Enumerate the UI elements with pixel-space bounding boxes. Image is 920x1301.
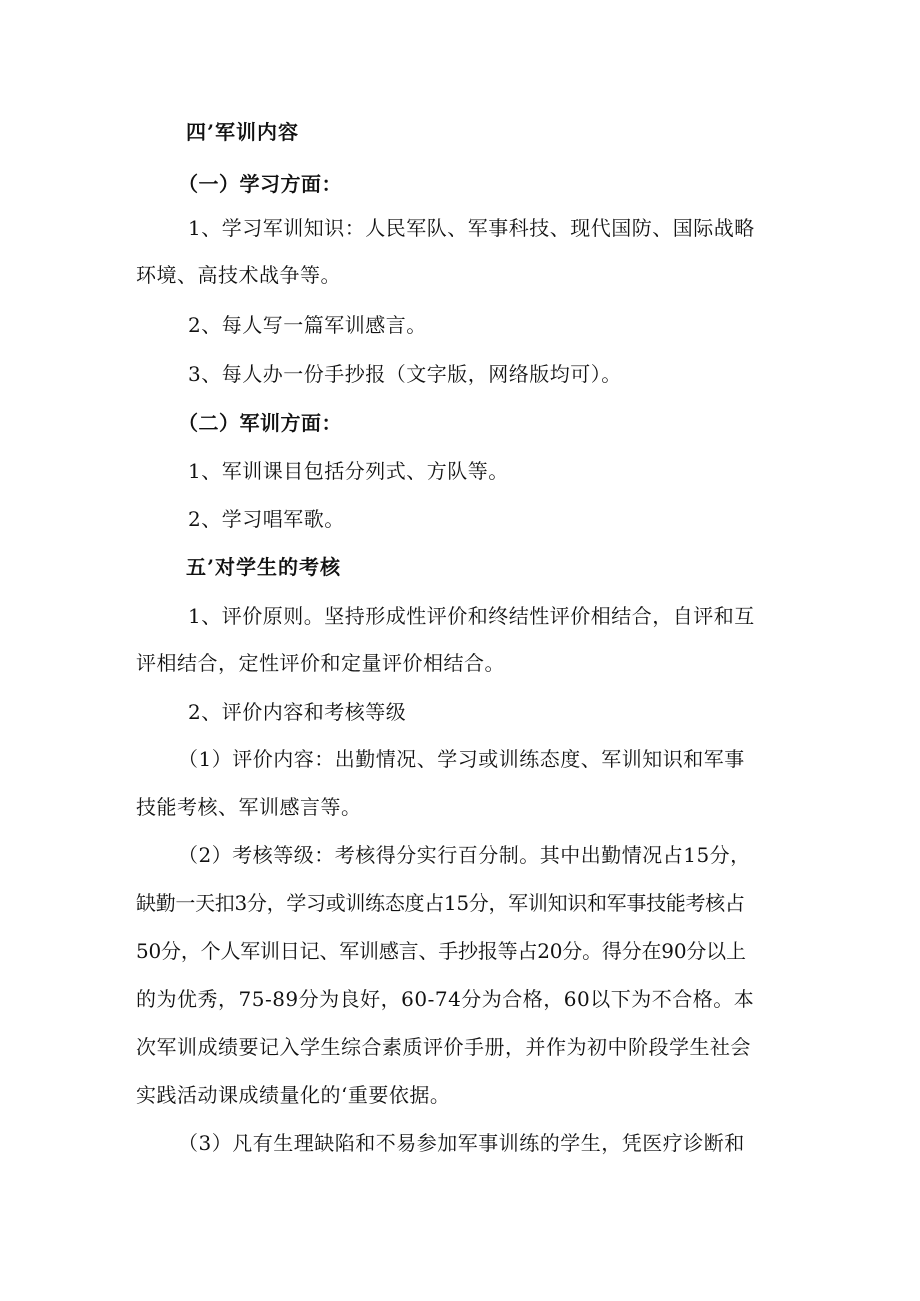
study-heading: （一）学习方面： [178, 172, 342, 196]
grade-line2: 缺勤一天扣3分，学习或训练态度占15分，军训知识和军事技能考核占 [136, 891, 745, 915]
content-grade-heading: 2、评价内容和考核等级 [188, 700, 407, 724]
study-item1-line2: 环境、高技术战争等。 [136, 263, 341, 287]
study-item3: 3、每人办一份手抄报（文字版，网络版均可）。 [188, 362, 622, 386]
exempt-line1: （3）凡有生理缺陷和不易参加军事训练的学生，凭医疗诊断和 [178, 1131, 745, 1155]
section5-title: 五’对学生的考核 [186, 555, 341, 579]
grade-line3: 50分，个人军训日记、军训感言、手抄报等占20分。得分在90分以上 [136, 939, 746, 963]
grade-line4: 的为优秀，75-89分为良好，60-74分为合格，60以下为不合格。本 [136, 987, 755, 1011]
principle-line2: 评相结合，定性评价和定量评价相结合。 [136, 651, 505, 675]
study-item1-line1: 1、学习军训知识：人民军队、军事科技、现代国防、国际战略 [188, 216, 755, 240]
training-item2: 2、学习唱军歌。 [188, 507, 345, 531]
grade-line5: 次军训成绩要记入学生综合素质评价手册，并作为初中阶段学生社会 [136, 1035, 751, 1059]
grade-line6: 实践活动课成绩量化的‘重要依据。 [136, 1083, 451, 1107]
eval-content-line1: （1）评价内容：出勤情况、学习或训练态度、军训知识和军事 [178, 747, 745, 771]
training-item1: 1、军训课目包括分列式、方队等。 [188, 459, 509, 483]
section4-title: 四’军训内容 [186, 120, 299, 144]
grade-line1: （2）考核等级：考核得分实行百分制。其中出勤情况占15分， [178, 843, 751, 867]
study-item2: 2、每人写一篇军训感言。 [188, 313, 427, 337]
principle-line1: 1、评价原则。坚持形成性评价和终结性评价相结合，自评和互 [188, 604, 755, 628]
training-heading: （二）军训方面： [178, 411, 342, 435]
eval-content-line2: 技能考核、军训感言等。 [136, 795, 362, 819]
